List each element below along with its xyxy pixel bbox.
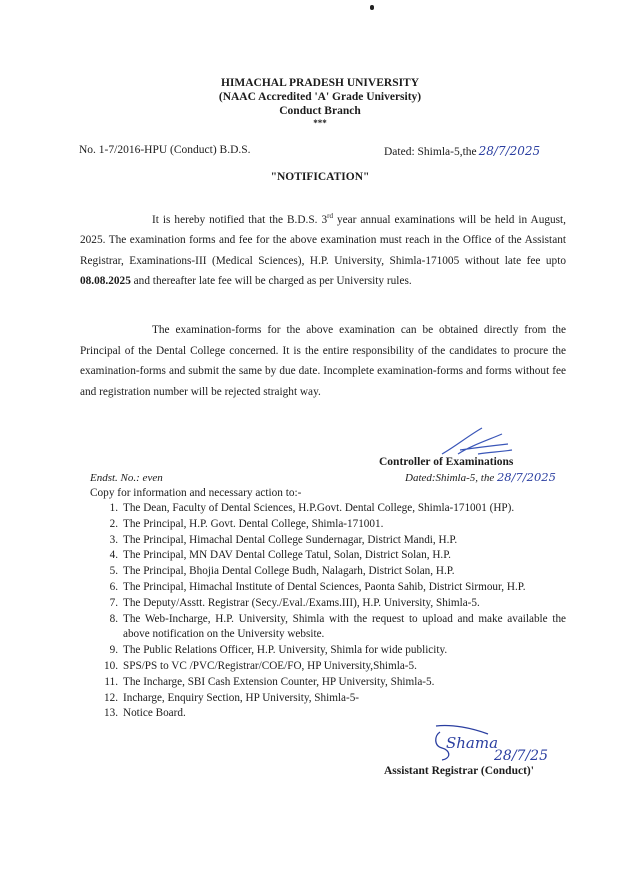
recipient-number: 11. [104, 675, 118, 688]
recipient-text: The Web-Incharge, H.P. University, Shimla with the request to upload and make available the above notification on the University website. [123, 612, 566, 641]
endorsement-number: Endst. No.: even [90, 472, 163, 484]
dated-handwritten: 28/7/2025 [478, 144, 541, 158]
recipient-text: The Principal, MN DAV Dental College Tatul, Solan, District Solan, H.P. [123, 549, 451, 562]
recipient-number: 12. [104, 691, 118, 704]
recipient-text: The Principal, H.P. Govt. Dental College, Shimla-171001. [123, 517, 384, 530]
signature-name-handwritten: Shama [446, 734, 499, 752]
recipient-number: 3. [109, 533, 118, 546]
recipient-number: 4. [109, 549, 118, 562]
copy-to-line: Copy for information and necessary action to:- [90, 487, 302, 499]
recipient-number: 2. [109, 517, 118, 530]
assistant-registrar: Assistant Registrar (Conduct)' [384, 765, 534, 777]
recipient-list [96, 501, 566, 722]
recipient-item [96, 706, 566, 722]
recipient-text: Notice Board. [123, 707, 186, 720]
accreditation-line: (NAAC Accredited 'A' Grade University) [218, 91, 422, 103]
recipient-number: 13. [104, 707, 118, 720]
paragraph-1 [80, 206, 566, 292]
recipient-text: The Principal, Himachal Dental College Sundernagar, District Mandi, H.P. [123, 533, 458, 546]
ordinal-suffix: rd [327, 212, 333, 220]
recipient-number: 1. [109, 502, 118, 514]
dated-line [384, 144, 540, 158]
recipient-text: SPS/PS to VC /PVC/Registrar/COE/FO, HP University,Shimla-5. [123, 659, 417, 672]
speck-mark [370, 5, 374, 10]
recipient-item [96, 548, 566, 564]
paragraph-2 [80, 320, 566, 402]
recipient-text: The Principal, Bhojia Dental College Budh, Nalagarh, District Solan, H.P. [123, 565, 455, 578]
recipient-item [96, 643, 566, 659]
recipient-item [96, 612, 566, 644]
endorsement-dated [405, 470, 556, 484]
recipient-number: 9. [109, 644, 118, 657]
paragraph-2-text: The examination-forms for the above examination can be obtained directly from the Principal of the Dental College concerned. It is the entire responsibility of the candidates to procure the examination-forms and submit the same by due date. Incomplete examination-forms and forms without fee and registration number will be rejected straight way. [80, 324, 566, 398]
recipient-text: The Dean, Faculty of Dental Sciences, H.P.Govt. Dental College, Shimla-171001 (HP). [123, 502, 515, 514]
recipient-number: 6. [109, 580, 118, 593]
recipient-number: 7. [109, 596, 118, 609]
recipient-number: 8. [109, 612, 118, 625]
recipient-item [96, 533, 566, 549]
recipient-text: The Deputy/Asstt. Registrar (Secy./Eval./Exams.III), H.P. University, Shimla-5. [123, 596, 480, 609]
endorsement-dated-handwritten: 28/7/2025 [496, 470, 556, 484]
branch-name: Conduct Branch [279, 105, 361, 117]
recipient-text: The Principal, Himachal Institute of Dental Sciences, Paonta Sahib, District Sirmour, H.P. [123, 580, 526, 593]
recipient-number: 10. [104, 659, 118, 672]
recipient-item [96, 564, 566, 580]
paragraph-1-text-b: year annual examinations will be held in August, 2025. The examination forms and fee for the above examination must reach in the Office of the Assistant Registrar, Examinations-III (Medical Sciences), H.P. University, Shimla-171005 without late fee upto [80, 213, 566, 267]
recipient-number: 5. [109, 565, 118, 578]
paragraph-1-text-c: and thereafter late fee will be charged as per University rules. [130, 275, 412, 288]
notification-title: "NOTIFICATION" [270, 171, 370, 183]
assistant-registrar-signature [432, 722, 572, 766]
dated-label: Dated: Shimla-5,the [384, 146, 477, 158]
recipient-item [96, 659, 566, 675]
paragraph-1-text-a: It is hereby notified that the B.D.S. 3 [152, 213, 328, 226]
recipient-item [96, 517, 566, 533]
recipient-item [96, 675, 566, 691]
recipient-item [96, 691, 566, 707]
recipient-item [96, 596, 566, 612]
recipient-item [96, 501, 566, 517]
controller-of-examinations: Controller of Examinations [379, 456, 514, 468]
recipient-item [96, 580, 566, 596]
recipient-text: The Incharge, SBI Cash Extension Counter, HP University, Shimla-5. [123, 675, 435, 688]
controller-signature [438, 424, 518, 460]
reference-number: No. 1-7/2016-HPU (Conduct) B.D.S. [79, 144, 251, 156]
signature-date-handwritten: 28/7/25 [494, 748, 548, 764]
endorsement-dated-label: Dated:Shimla-5, the [405, 472, 495, 484]
header-stars: *** [313, 118, 327, 128]
recipient-text: Incharge, Enquiry Section, HP University, Shimla-5- [123, 691, 360, 704]
university-name: HIMACHAL PRADESH UNIVERSITY [220, 77, 420, 89]
late-fee-deadline: 08.08.2025 [80, 275, 131, 288]
recipient-text: The Public Relations Officer, H.P. University, Shimla for wide publicity. [123, 644, 448, 657]
